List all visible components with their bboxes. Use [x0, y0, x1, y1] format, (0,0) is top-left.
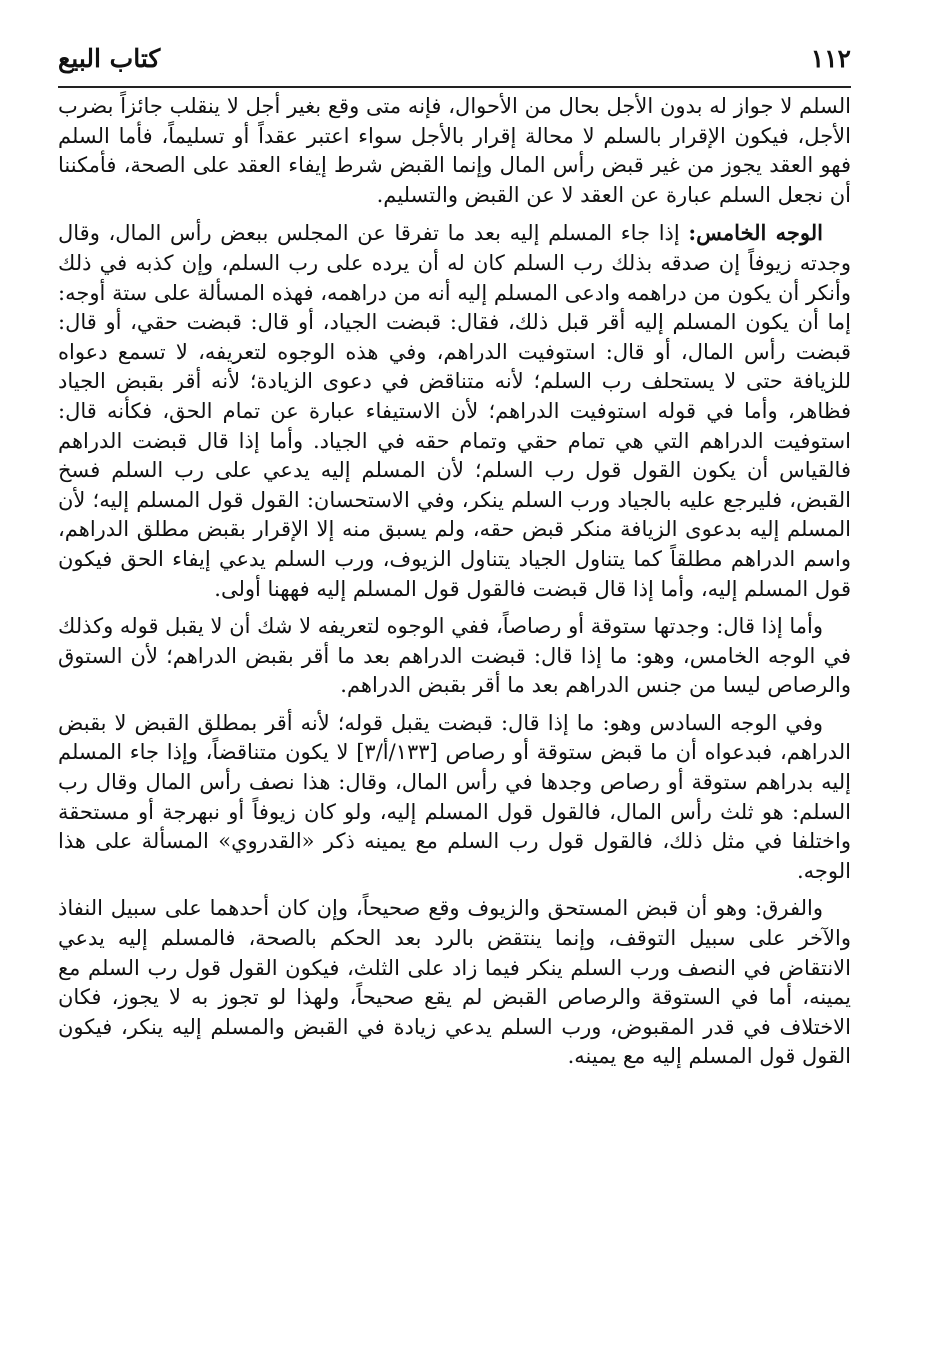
paragraph-4: [58, 709, 851, 887]
paragraph-text: السلم لا جواز له بدون الأجل بحال من الأحوال، فإنه متى وقع بغير أجل لا ينقلب جائزاً بضرب الأجل، فيكون الإقرار بالسلم لا محالة إقرار بالأجل سواء اعتبر عقداً أو تسليماً، فأما السلم فهو العقد يجوز من غير قبض رأس المال وإنما القبض شرط إيفاء العقد على الصحة، فأمكننا أن نجعل السلم عبارة عن العقد لا عن القبض والتسليم.: [58, 94, 851, 207]
paragraph-3: [58, 612, 851, 701]
running-title: كتاب البيع: [58, 43, 161, 73]
paragraph-1: [58, 92, 851, 210]
header-divider: [58, 86, 851, 88]
section-heading-fifth-aspect: الوجه الخامس:: [688, 220, 823, 246]
page-header: [58, 38, 851, 78]
paragraph-text: وفي الوجه السادس وهو: ما إذا قال: قبضت يقبل قوله؛ لأنه أقر بمطلق القبض لا بقبض الدراهم، فبدعواه أن ما قبض ستوقة أو رصاص [١٣٣/أ/٣] لا يكون متناقضاً، وإذا جاء المسلم إليه بدراهم ستوقة أو رصاص وجدها في رأس المال، وقال: هذا نصف رأس المال وقال رب السلم: هو ثلث رأس المال، فالقول قول المسلم إليه، ولو كان زيوفاً أو نبهرجة أو مستحقة واختلفا في مثل ذلك، فالقول قول رب السلم مع يمينه ذكر «القدروي» المسألة على هذا الوجه.: [58, 710, 852, 883]
paragraph-text: إذا جاء المسلم إليه بعد ما تفرقا عن المجلس ببعض رأس المال، وقال وجدته زيوفاً إن صدقه بذلك رب السلم كان له أن يرده على رب السلم، وإن كذبه في ذلك وأنكر أن يكون من دراهمه وادعى المسلم إليه أنه من دراهمه، فهذه المسألة على ستة أوجه: إما أن يكون المسلم إليه أقر قبل ذلك، فقال: قبضت الجياد، أو قال: قبضت حقي، أو قال: قبضت رأس المال، أو قال: استوفيت الدراهم، وفي هذه الوجوه لتعريفه، لا تسمع دعواه للزيافة حتى لا يستحلف رب السلم؛ لأنه متناقض في دعوى الزيادة؛ لأنه أقر بقبض الجياد فظاهر، وأما في قوله استوفيت الدراهم؛ لأن الاستيفاء عبارة عن تمام الحق، فكأنه قال: استوفيت الدراهم التي هي تمام حقي وتمام حقه في الجياد. وأما إذا قال قبضت الدراهم فالقياس أن يكون القول قول رب السلم؛ لأن المسلم إليه يدعي على رب السلم فسخ القبض، فليرجع عليه بالجياد ورب السلم ينكر، وفي الاستحسان: القول قول المسلم إليه؛ لأن المسلم إليه بدعوى الزيافة منكر قبض حقه، ولم يسبق منه إلا الإقرار بقبض مطلق الدراهم، واسم الدراهم مطلقاً كما يتناول الجياد يتناول الزيوف، ورب السلم يدعي إيفاء الحق فيكون قول المسلم إليه، وأما إذا قال قبضت فالقول قول المسلم إليه فههنا أولى.: [58, 221, 851, 601]
page-body: [58, 92, 851, 1080]
paragraph-text: وأما إذا قال: وجدتها ستوقة أو رصاصاً، ففي الوجوه لتعريفه لا شك أن لا يقبل قوله وكذلك في الوجه الخامس، وهو: ما إذا قال: قبضت الدراهم بعد ما أقر بقبض الدراهم؛ لأن الستوق والرصاص ليسا من جنس الدراهم بعد ما أقر بقبض الدراهم.: [58, 614, 851, 698]
paragraph-2: [58, 218, 851, 604]
paragraph-text: والفرق: وهو أن قبض المستحق والزيوف وقع صحيحاً، وإن كان أحدهما على سبيل النفاذ والآخر على سبيل التوقف، وإنما ينتقض بالرد بعد الحكم بالصحة، فالمسلم إليه يدعي الانتقاض في النصف ورب السلم ينكر فيما زاد على الثلث، فيكون القول قول رب السلم مع يمينه، أما في الستوقة والرصاص القبض لم يقع صحيحاً، ولهذا لو تجوز به لا يجوز، فكان الاختلاف في قدر المقبوض، ورب السلم يدعي زيادة في القبض والمسلم إليه ينكر، فيكون القول قول المسلم إليه مع يمينه.: [58, 896, 851, 1069]
page-number: ١١٢: [810, 43, 851, 73]
paragraph-5: [58, 894, 851, 1072]
